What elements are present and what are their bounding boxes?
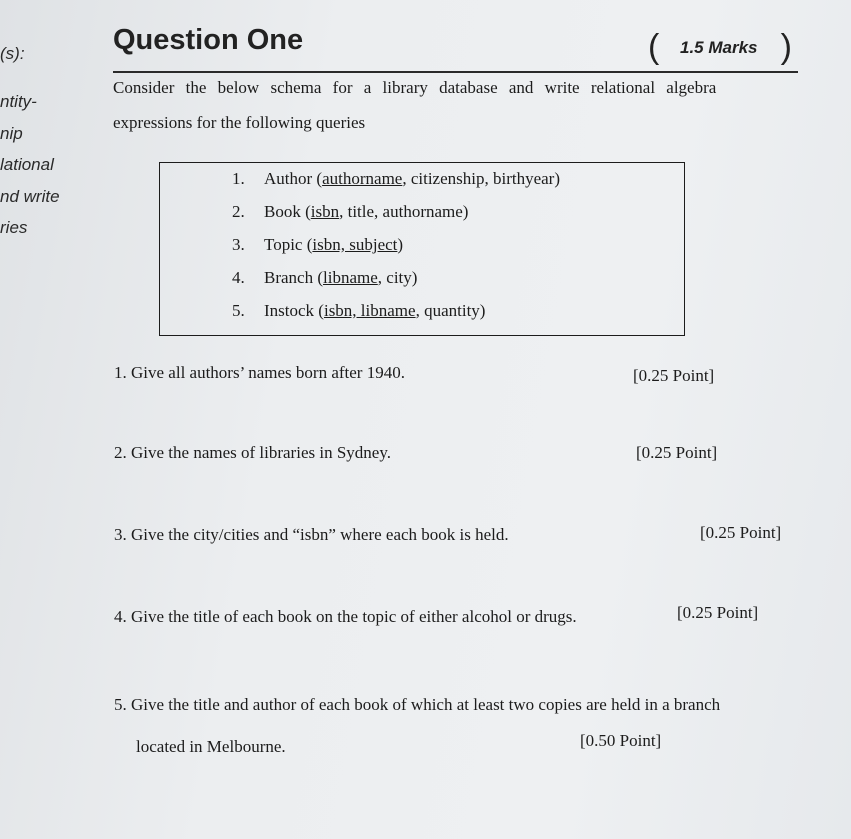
header-divider: [113, 71, 798, 73]
question-text-continued: located in Melbourne.: [136, 737, 286, 756]
question-points: [0.25 Point]: [677, 603, 759, 622]
primary-key: isbn, subject: [312, 235, 398, 254]
schema-number: 5.: [232, 301, 245, 320]
schema-number: 2.: [232, 202, 245, 221]
margin-fragment: ntity-: [0, 92, 37, 111]
relation-attributes: , quantity): [415, 301, 486, 320]
question-text: Give all authors’ names born after 1940.: [131, 363, 405, 382]
question-points: [0.50 Point]: [580, 731, 662, 750]
primary-key: libname: [323, 268, 378, 287]
relation-attributes: , title, authorname): [339, 202, 469, 221]
relation-name: Author: [264, 169, 313, 188]
marks-label: 1.5 Marks: [680, 38, 758, 57]
margin-fragment: lational: [0, 155, 54, 174]
question-text: Give the title and author of each book of which at least two copies are held in a branch: [131, 695, 721, 714]
schema-number: 3.: [232, 235, 245, 254]
question-number: 4.: [114, 607, 127, 626]
primary-key: isbn: [310, 202, 340, 221]
relation-attributes: , city): [377, 268, 418, 287]
intro-line-2: expressions for the following queries: [113, 113, 366, 132]
relation-name: Topic: [264, 235, 303, 254]
schema-number: 4.: [232, 268, 245, 287]
schema-item: 2. Book (isbn, title, authorname): [232, 202, 469, 221]
question-number: 2.: [114, 443, 127, 462]
question-text: Give the names of libraries in Sydney.: [131, 443, 391, 462]
question-item: [114, 363, 405, 383]
right-bracket: ): [780, 28, 792, 66]
relation-name: Instock: [264, 301, 315, 320]
margin-fragment: (s):: [0, 44, 25, 63]
schema-number: 1.: [232, 169, 245, 188]
question-item: [114, 443, 391, 463]
schema-item: 4. Branch (libname, city): [232, 268, 418, 287]
question-points: [0.25 Point]: [633, 366, 715, 385]
question-number: 5.: [114, 695, 127, 714]
primary-key: isbn, libname: [323, 301, 416, 320]
question-item: [114, 525, 509, 545]
question-text: Give the city/cities and “isbn” where each book is held.: [131, 525, 509, 544]
question-number: 1.: [114, 363, 127, 382]
question-text: Give the title of each book on the topic of either alcohol or drugs.: [131, 607, 577, 626]
margin-fragment: nd write: [0, 187, 60, 206]
schema-box: [159, 162, 685, 336]
schema-item: 3. Topic (isbn, subject): [232, 235, 404, 254]
question-item: [114, 607, 577, 627]
schema-item: 1. Author (authorname, citizenship, birthyear): [232, 169, 561, 188]
question-points: [0.25 Point]: [636, 443, 718, 462]
question-number: 3.: [114, 525, 127, 544]
marks-badge: [648, 28, 796, 68]
relation-attributes: ): [397, 235, 404, 254]
left-bracket: (: [648, 28, 660, 66]
question-points: [0.25 Point]: [700, 523, 782, 542]
relation-name: Branch: [264, 268, 314, 287]
question-title: Question One: [113, 24, 304, 56]
margin-fragment: nip: [0, 124, 23, 143]
intro-line-1: Consider the below schema for a library database and write relational algebra: [113, 78, 717, 97]
schema-item: 5. Instock (isbn, libname, quantity): [232, 301, 486, 320]
relation-name: Book: [264, 202, 301, 221]
primary-key: authorname: [322, 169, 403, 188]
margin-fragment: ries: [0, 218, 28, 237]
relation-attributes: , citizenship, birthyear): [402, 169, 561, 188]
question-item: [114, 695, 720, 715]
